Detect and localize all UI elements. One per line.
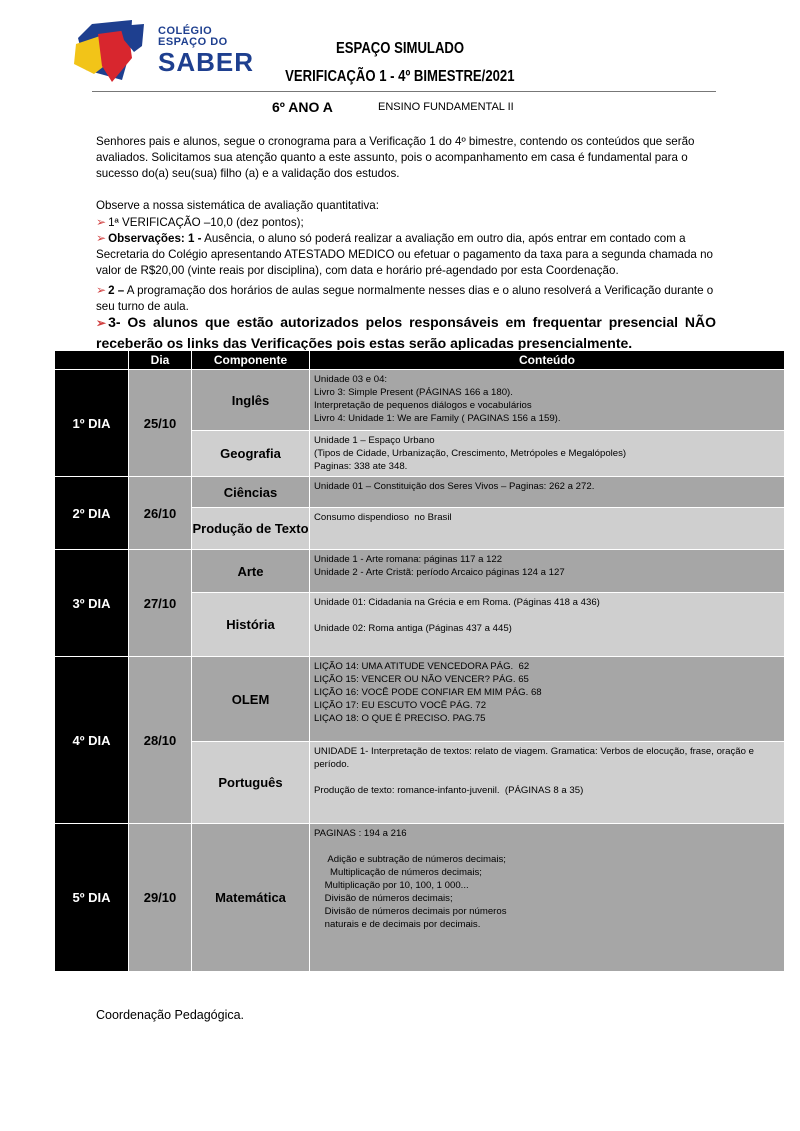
bullet-presencial: ➢ 3- Os alunos que estão autorizados pelos responsáveis em frequentar presencial NÃO receberão os links das Verificações pois estas serão aplicadas presencialmente. xyxy=(96,314,716,351)
schedule-table xyxy=(54,350,785,972)
component-cell: OLEM xyxy=(192,657,310,742)
arrow-bullet-icon: ➢ xyxy=(96,283,107,297)
date-cell: 26/10 xyxy=(129,477,192,550)
logo-line2: ESPAÇO DO xyxy=(158,36,228,48)
component-cell: História xyxy=(192,593,310,657)
header-divider xyxy=(92,91,716,92)
content-cell: Unidade 1 – Espaço Urbano (Tipos de Cidade, Urbanização, Crescimento, Metrópoles e Megalópoles) Paginas: 338 ate 348. xyxy=(310,431,785,477)
header-cell: Componente xyxy=(192,351,310,370)
content-cell: Unidade 01: Cidadania na Grécia e em Roma. (Páginas 418 a 436) Unidade 02: Roma antiga (Páginas 437 a 445) xyxy=(310,593,785,657)
content-cell: UNIDADE 1- Interpretação de textos: relato de viagem. Gramatica: Verbos de elocução, frase, oração e período. Produção de texto: romance-infanto-juvenil. (PÁGINAS 8 a 35) xyxy=(310,742,785,824)
component-cell: Português xyxy=(192,742,310,824)
component-cell: Arte xyxy=(192,550,310,593)
component-cell: Produção de Texto xyxy=(192,508,310,550)
table-row xyxy=(55,477,785,508)
day-cell: 4º DIA xyxy=(55,657,129,824)
component-cell: Matemática xyxy=(192,824,310,972)
evaluation-intro: Observe a nossa sistemática de avaliação quantitativa: xyxy=(96,199,379,212)
day-cell: 3º DIA xyxy=(55,550,129,657)
logo-line3: SABER xyxy=(158,47,255,77)
table-header-row xyxy=(55,351,785,370)
day-cell: 5º DIA xyxy=(55,824,129,972)
bullet-schedule: ➢ 2 – A programação dos horários de aulas segue normalmente nesses dias e o aluno resolverá a Verificação durante o seu turno de aula. xyxy=(96,283,714,313)
content-cell: Consumo dispendioso no Brasil xyxy=(310,508,785,550)
document-title: ESPAÇO SIMULADO xyxy=(335,40,465,57)
intro-paragraph: Senhores pais e alunos, segue o cronograma para a Verificação 1 do 4º bimestre, contendo os conteúdos que serão avaliados. Solicitamos sua atenção quanto a este assunto, pois o acompanhamento em casa é fundamental para o sucesso do(a) seu(sua) filho (a) e a validação dos estudos. xyxy=(96,135,695,180)
table-row xyxy=(55,824,785,972)
content-cell: PAGINAS : 194 a 216 Adição e subtração de números decimais; Multiplicação de números decimais; Multiplicação por 10, 100, 1 000... Divisão de números decimais; Divisão de números decimais por números naturais e de decimais por decimais. xyxy=(310,824,785,972)
component-cell: Inglês xyxy=(192,370,310,431)
day-cell: 2º DIA xyxy=(55,477,129,550)
arrow-bullet-icon: ➢ xyxy=(96,215,107,229)
header-cell: Dia xyxy=(129,351,192,370)
content-cell: Unidade 1 - Arte romana: páginas 117 a 122 Unidade 2 - Arte Cristã: período Arcaico páginas 124 a 127 xyxy=(310,550,785,593)
component-cell: Ciências xyxy=(192,477,310,508)
header-cell xyxy=(55,351,129,370)
signature: Coordenação Pedagógica. xyxy=(96,1008,245,1022)
day-cell: 1º DIA xyxy=(55,370,129,477)
arrow-bullet-icon: ➢ xyxy=(96,316,107,330)
content-cell: LIÇÃO 14: UMA ATITUDE VENCEDORA PÁG. 62 LIÇÃO 15: VENCER OU NÃO VENCER? PÁG. 65 LIÇÃO 16: VOCÊ PODE CONFIAR EM MIM PÁG. 68 LIÇÃO 17: EU ESCUTO VOCÊ PÁG. 72 LIÇAO 18: O QUE É PRECISO. PAG.75 xyxy=(310,657,785,742)
arrow-bullet-icon: ➢ xyxy=(96,231,107,245)
date-cell: 29/10 xyxy=(129,824,192,972)
document-subtitle: VERIFICAÇÃO 1 - 4º BIMESTRE/2021 xyxy=(285,68,515,85)
content-cell: Unidade 03 e 04: Livro 3: Simple Present (PÁGINAS 166 a 180). Interpretação de pequenos diálogos e vocabulários Livro 4: Unidade 1: We are Family ( PAGINAS 156 a 159). xyxy=(310,370,785,431)
table-row xyxy=(55,550,785,593)
content-cell: Unidade 01 – Constituição dos Seres Vivos – Paginas: 262 a 272. xyxy=(310,477,785,508)
level-label: ENSINO FUNDAMENTAL II xyxy=(378,101,514,113)
table-row xyxy=(55,370,785,431)
grade-label: 6º ANO A xyxy=(272,99,333,115)
bullet-observations: ➢ Observações: 1 - Ausência, o aluno só poderá realizar a avaliação em outro dia, após entrar em contado com a Secretaria do Colégio apresentando ATESTADO MEDICO ou efetuar o pagamento da taxa para a segunda chamada no valor de R$20,00 (vinte reais por disciplina), com data e horário pré-agendado por esta Coordenação. xyxy=(96,231,713,277)
bullet-verification: ➢ 1ª VERIFICAÇÃO –10,0 (dez pontos); xyxy=(96,215,304,229)
header-cell: Conteúdo xyxy=(310,351,785,370)
logo-line1: COLÉGIO xyxy=(158,25,213,37)
table-row xyxy=(55,657,785,742)
date-cell: 27/10 xyxy=(129,550,192,657)
date-cell: 28/10 xyxy=(129,657,192,824)
component-cell: Geografia xyxy=(192,431,310,477)
date-cell: 25/10 xyxy=(129,370,192,477)
